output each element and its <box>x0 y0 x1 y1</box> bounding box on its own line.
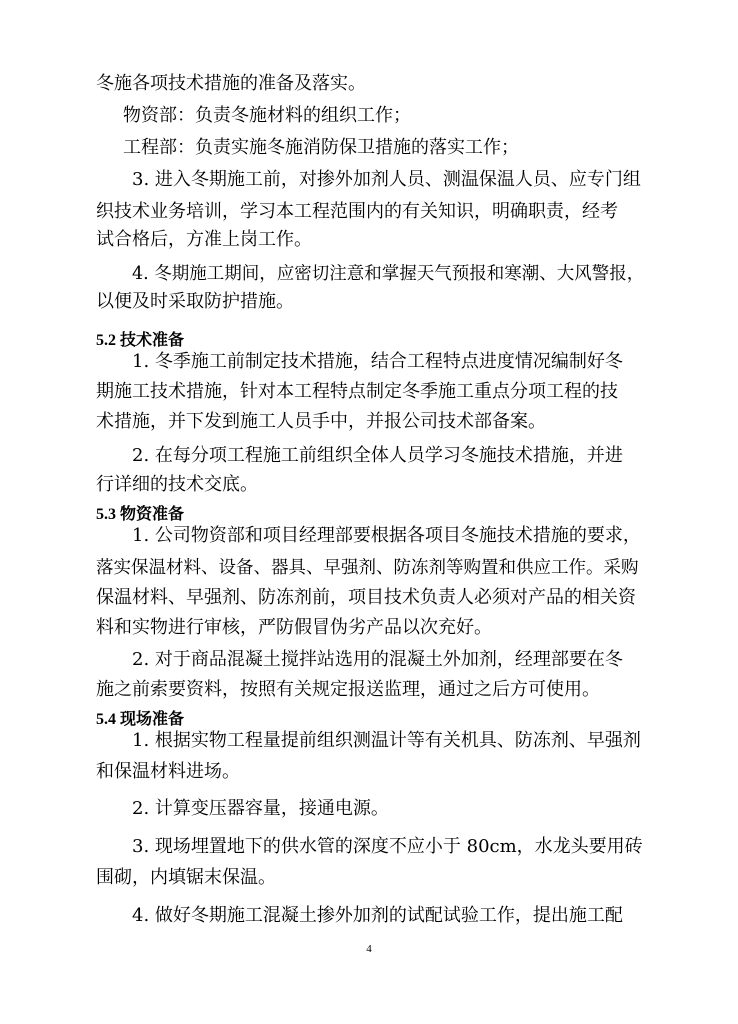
text-line: 以便及时采取防护措施。 <box>96 291 294 312</box>
text-line: 期施工技术措施，针对本工程特点制定冬季施工重点分项工程的技 <box>96 381 618 402</box>
text-line: 保温材料、早强剂、防冻剂前，项目技术负责人必须对产品的相关资 <box>96 587 636 608</box>
text-line: 1. 冬季施工前制定技术措施，结合工程特点进度情况编制好冬 <box>132 351 623 372</box>
text-line: 4. 冬期施工期间，应密切注意和掌握天气预报和寒潮、大风警报， <box>132 264 645 284</box>
text-line: 4. 做好冬期施工混凝土掺外加剂的试配试验工作，提出施工配 <box>132 905 623 926</box>
section-heading-5-2: 5.2 技术准备 <box>96 332 185 349</box>
text-line: 工程部：负责实施冬施消防保卫措施的落实工作； <box>123 137 519 158</box>
section-heading-5-3: 5.3 物资准备 <box>96 506 185 523</box>
text-line: 术措施，并下发到施工人员手中，并报公司技术部备案。 <box>96 411 546 432</box>
text-line: 落实保温材料、设备、器具、早强剂、防冻剂等购置和供应工作。采购 <box>96 558 639 578</box>
text-line: 2. 对于商品混凝土搅拌站选用的混凝土外加剂，经理部要在冬 <box>132 649 623 670</box>
text-line: 2. 计算变压器容量，接通电源。 <box>132 798 389 819</box>
text-line: 3. 现场埋置地下的供水管的深度不应小于 80cm，水龙头要用砖 <box>132 836 643 857</box>
page-number: 4 <box>366 943 372 955</box>
text-line: 行详细的技术交底。 <box>96 474 258 495</box>
text-line: 和保温材料进场。 <box>96 761 240 782</box>
text-line: 试合格后，方准上岗工作。 <box>96 229 312 250</box>
text-line: 围砌，内填锯末保温。 <box>96 867 276 888</box>
section-heading-5-4: 5.4 现场准备 <box>96 711 185 728</box>
text-line: 2. 在每分项工程施工前组织全体人员学习冬施技术措施，并进 <box>132 445 623 466</box>
text-line: 1. 公司物资部和项目经理部要根据各项目冬施技术措施的要求， <box>132 525 641 546</box>
text-line: 1. 根据实物工程量提前组织测温计等有关机具、防冻剂、早强剂 <box>132 730 641 751</box>
text-line: 料和实物进行审核，严防假冒伪劣产品以次充好。 <box>96 617 492 638</box>
text-line: 织技术业务培训，学习本工程范围内的有关知识，明确职责，经考 <box>96 201 618 222</box>
text-line: 冬施各项技术措施的准备及落实。 <box>96 73 366 94</box>
text-line: 施之前索要资料，按照有关规定报送监理，通过之后方可使用。 <box>96 679 600 700</box>
text-line: 3. 进入冬期施工前，对掺外加剂人员、测温保温人员、应专门组 <box>132 169 641 190</box>
text-line: 物资部：负责冬施材料的组织工作； <box>123 105 411 126</box>
